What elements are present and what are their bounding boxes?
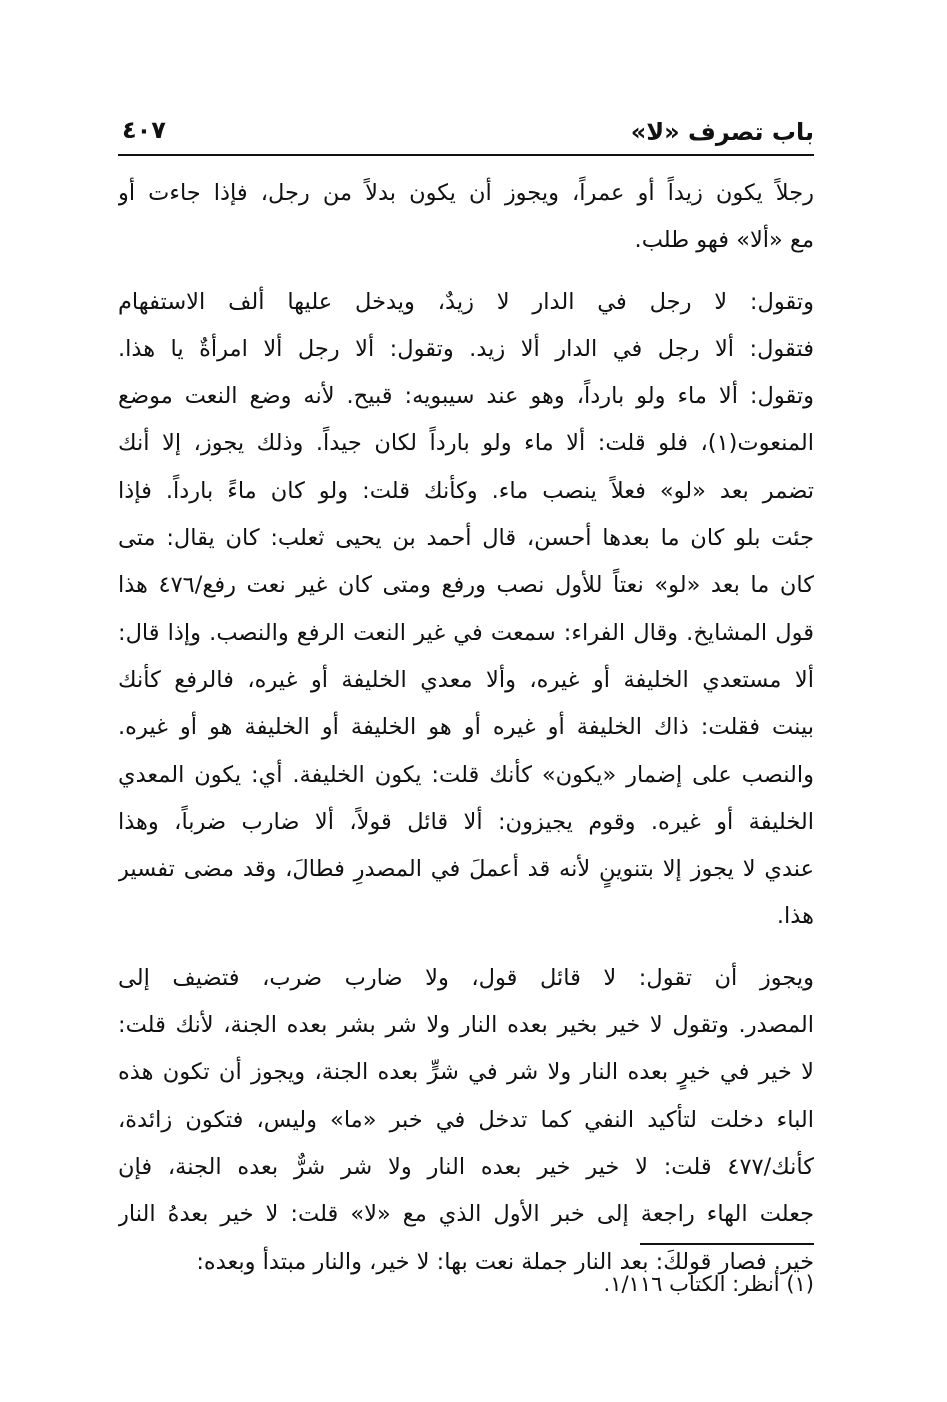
paragraph [118,279,814,941]
text-line: وتقول: ألا ماء ولو بارداً، وهو عند سيبويه: قبيح. لأنه وضع النعت موضع [118,383,814,410]
text-line: المنعوت(١)، فلو قلت: ألا ماء ولو بارداً لكان جيداً. وذلك يجوز، إلا أنك [118,430,814,457]
text-line: جعلت الهاء راجعة إلى خبر الأول الذي مع «لا» قلت: لا خير بعدهُ النار [118,1201,814,1228]
text-line: المصدر. وتقول لا خير بخير بعده النار ولا شر بشر بعده الجنة، لأنك قلت: [118,1012,814,1039]
text-line: قول المشايخ. وقال الفراء: سمعت في غير النعت الرفع والنصب. وإذا قال: [118,619,814,646]
text-line: والنصب على إضمار «يكون» كأنك قلت: يكون الخليفة. أي: يكون المعدي [118,761,814,788]
text-line: لا خير في خيرٍ بعده النار ولا شر في شرٍّ بعده الجنة، ويجوز أن تكون هذه [118,1059,814,1086]
paragraph-gap [118,941,814,955]
paragraph-gap [118,265,814,279]
text-line: كأنك/٤٧٧ قلت: لا خير خير بعده النار ولا شر شرٌّ بعده الجنة، فإن [118,1153,814,1180]
page-header [118,112,814,156]
text-line: خير. فصار قولكَ: بعد النار جملة نعت بها: لا خير، والنار مبتدأ وبعده: [196,1248,814,1275]
text-line: هذا. [776,903,814,930]
text-line: جئت بلو كان ما بعدها أحسن، قال أحمد بن يحيى ثعلب: كان يقال: متى [118,525,814,552]
paragraph [118,955,814,1286]
text-line: تضمر بعد «لو» فعلاً ينصب ماء. وكأنك قلت: ولو كان ماءً بارداً. فإذا [118,477,814,504]
footnote-divider [640,1243,814,1245]
paragraph [118,170,814,265]
header-divider [118,154,814,156]
chapter-title: باب تصرف «لا» [630,118,814,146]
footnote: (١) أنظر: الكتاب ١/١١٦. [603,1272,814,1296]
text-line: ألا مستعدي الخليفة أو غيره، وألا معدي الخليفة أو غيره، فالرفع كأنك [118,666,814,693]
text-line: وتقول: لا رجل في الدار لا زيدٌ، ويدخل عليها ألف الاستفهام [118,288,814,315]
body-text [118,170,814,1286]
text-line: الخليفة أو غيره. وقوم يجيزون: ألا قائل قولاً، ألا ضارب ضرباً، وهذا [118,808,814,835]
text-line: ويجوز أن تقول: لا قائل قول، ولا ضارب ضرب، فتضيف إلى [118,964,814,991]
text-line: فتقول: ألا رجل في الدار ألا زيد. وتقول: ألا رجل ألا امرأةٌ يا هذا. [118,335,814,362]
text-line: رجلاً يكون زيداً أو عمراً، ويجوز أن يكون بدلاً من رجل، فإذا جاءت أو [118,180,814,206]
text-line: مع «ألا» فهو طلب. [634,227,814,254]
text-line: الباء دخلت لتأكيد النفي كما تدخل في خبر «ما» وليس، فتكون زائدة، [118,1106,814,1133]
page-number: ٤٠٧ [122,116,166,144]
text-line: بينت فقلت: ذاك الخليفة أو غيره أو هو الخليفة أو الخليفة هو أو غيره. [118,714,814,741]
text-line: عندي لا يجوز إلا بتنوينٍ لأنه قد أعملَ في المصدرِ فطالَ، وقد مضى تفسير [118,856,814,883]
text-line: كان ما بعد «لو» نعتاً للأول نصب ورفع ومتى كان غير نعت رفع/٤٧٦ هذا [118,572,814,599]
